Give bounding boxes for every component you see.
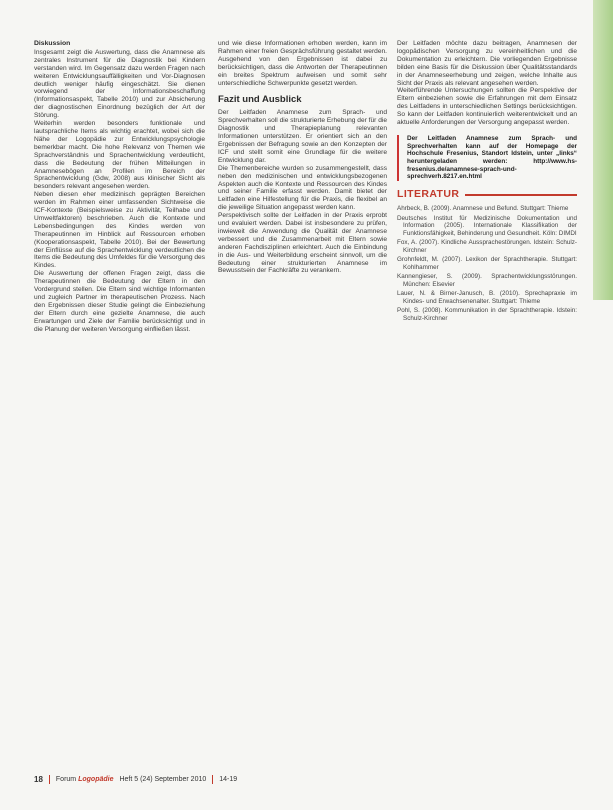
paragraph: Neben diesen eher medizinisch geprägten Bereichen werden im Rahmen einer umfassenden Sichtweise die ICF-Kontexte (Beispielsweise zu Aktivität, Teilhabe und Umweltfaktoren) beschrieben. Auch die Kontexte und Lebensbedingungen des Kindes werden von Therapeutinnen im Hinblick auf Ressourcen erhoben (Kooperationsaspekt, Tabelle 2010). Bei der Bewertung der Einflüsse auf die Sprachentwicklung verdeutlichen die Items die Bedeutung des Umfeldes für die Versorgung des Kindes. — [34, 191, 205, 270]
brand-name: Logopädie — [78, 776, 114, 783]
page-footer — [34, 775, 237, 784]
paragraph: Perspektivisch sollte der Leitfaden in der Praxis erprobt und evaluiert werden. Dabei ist insbesondere zu prüfen, inwieweit die Anwendung die Qualität der Anamnese verbessert und die Zusammenarbeit mit Eltern sowie anderen Fachdisziplinen erleichtert. Auch die Einbindung in die Aus- und Weiterbildung erscheint sinnvoll, um die Bedeutung einer strukturierten Anamnese im Bewusstsein der Fachkräfte zu verankern. — [218, 212, 387, 275]
page-edge-decoration — [593, 0, 613, 300]
reference-item: Kannengieser, S. (2009). Sprachentwicklungsstörungen. München: Elsevier — [397, 273, 577, 288]
column-middle — [218, 40, 387, 275]
brand-prefix: Forum — [55, 776, 77, 783]
literature-title: LITERATUR — [397, 188, 460, 201]
section-heading-diskussion: Diskussion — [34, 40, 71, 47]
footer-divider — [212, 775, 213, 784]
reference-item: Lauer, N. & Birner-Janusch, B. (2010). Sprechapraxie im Kindes- und Erwachsenenalter. Stuttgart: Thieme — [397, 290, 577, 305]
reference-item: Fox, A. (2007). Kindliche Aussprachestörungen. Idstein: Schulz-Kirchner — [397, 239, 577, 254]
paragraph: Weiterführende Untersuchungen sollten die Perspektive der Eltern einbeziehen sowie die Erfahrungen mit dem Einsatz des Leitfadens in unterschiedlichen Settings berücksichtigen. So kann der Leitfaden kontinuierlich weiterentwickelt und an aktuelle Anforderungen der Versorgung angepasst werden. — [397, 87, 577, 127]
column-left — [34, 40, 205, 334]
reference-item: Grohnfeldt, M. (2007). Lexikon der Sprachtherapie. Stuttgart: Kohlhammer — [397, 256, 577, 271]
reference-list — [397, 205, 577, 322]
paragraph: Der Leitfaden Anamnese zum Sprach- und Sprechverhalten soll die strukturierte Erhebung der für die Diagnostik und Therapieplanung relevanten Informationen unterstützen. Er orientiert sich an den Ergebnissen der Befragung sowie an den Konzepten der ICF und stellt somit eine Grundlage für die weitere Entwicklung dar. — [218, 109, 387, 164]
reference-item: Ahrbeck, B. (2009). Anamnese und Befund. Stuttgart: Thieme — [397, 205, 569, 213]
column-right — [397, 40, 577, 324]
page-number: 18 — [34, 775, 43, 784]
paragraph: Insgesamt zeigt die Auswertung, dass die Anamnese als zentrales Instrument für die Diagnostik bei Kindern verstanden wird. Im Gegensatz dazu werden Fragen nach weiteren Entwicklungsauffälligkeiten und Vor-Diagnosen deutlich weniger häufig eingeschätzt. Sie dienen vorwiegend der Informationsbeschaffung (Informationsaspekt, Tabelle 2010) und zur Absicherung der diagnostischen Einordnung bezüglich der Art der Störung. — [34, 48, 205, 120]
paragraph: Die Auswertung der offenen Fragen zeigt, dass die Therapeutinnen die Bedeutung der Eltern in den Vordergrund stellen. Die Eltern sind wichtige Informanten und zugleich Partner im therapeutischen Prozess. Nach den Ergebnissen dieser Studie gelingt die Einbeziehung der Eltern durch eine gezielte Anamnese, die auch Erwartungen und Ziele der Familie berücksichtigt und in die Planung der weiteren Versorgung einfließen lässt. — [34, 270, 205, 333]
literature-rule — [465, 194, 577, 196]
page-range: 14-19 — [219, 776, 238, 783]
paragraph: Die Themenbereiche wurden so zusammengestellt, dass neben den medizinischen und entwicklungsbezogenen Aspekten auch die Kontexte und Ressourcen des Kindes und seiner Familie erfasst werden. Damit bietet der Leitfaden eine Hilfestellung für die Praxis, die flexibel an die jeweilige Situation angepasst werden kann. — [218, 164, 387, 212]
footer-divider — [49, 775, 50, 784]
download-note: Der Leitfaden Anamnese zum Sprach- und Sprechverhalten kann auf der Homepage der Hochschule Fresenius, Standort Idstein, unter „links“ heruntergeladen werden: http://www.hs-fresenius.de/anamnese-sprach-und-sprechverh.8217.en.html — [397, 135, 577, 181]
section-heading-fazit: Fazit und Ausblick — [218, 94, 302, 106]
paragraph: Der Leitfaden möchte dazu beitragen, Anamnesen der logopädischen Versorgung zu vereinheitlichen und die Dokumentation zu erleichtern. Die vorliegenden Ergebnisse bilden eine Basis für die Diskussion über Qualitätsstandards in der Anamneseerhebung und zeigen, welche Inhalte aus Sicht der Praxis als relevant angesehen werden. — [397, 40, 577, 87]
issue-info: Heft 5 (24) September 2010 — [119, 776, 207, 783]
reference-item: Deutsches Institut für Medizinische Dokumentation und Information (2005). Internationale Klassifikation der Funktionsfähigkeit, Behinderung und Gesundheit. Köln: DIMDI — [397, 214, 577, 237]
reference-item: Pohl, S. (2008). Kommunikation in der Sprachtherapie. Idstein: Schulz-Kirchner — [397, 307, 577, 322]
paragraph: Weiterhin werden besonders funktionale und lautsprachliche Items als wichtig erachtet, wobei sich die Nähe der Logopädie zur Entwicklungspsychologie bemerkbar macht. Die hohe Relevanz von Themen wie Sprachverständnis und Sprachentwicklung verdeutlicht, dass die Bedeutung der frühen Mitteilungen in Anamnesebögen an Profilen im Bereich der Sprachentwicklung (Gdw, 2008) aus klinischer Sicht als besonders relevant angesehen werden. — [34, 120, 205, 191]
paragraph: und wie diese Informationen erhoben werden, kann im Rahmen einer freien Gesprächsführung gestaltet werden. Ausgehend von den Ergebnissen ist dabei zu berücksichtigen, dass die Antworten der Therapeutinnen ein breites Spektrum aufweisen und somit sehr unterschiedliche Schwerpunkte gesetzt werden. — [218, 40, 387, 87]
literature-header — [397, 188, 577, 201]
journal-brand — [56, 776, 114, 783]
